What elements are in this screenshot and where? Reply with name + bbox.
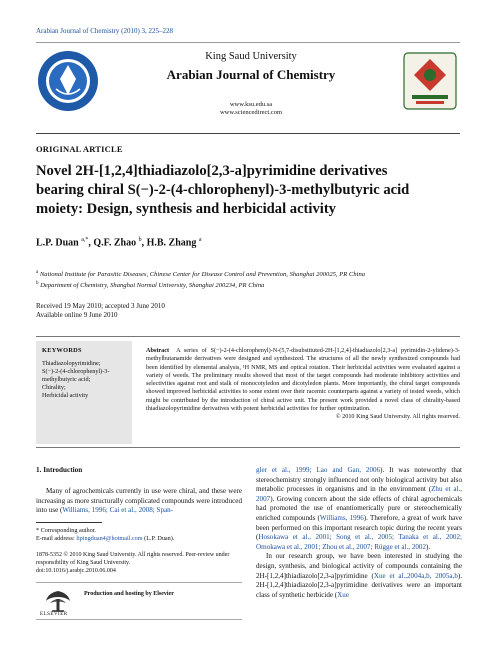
reference-link[interactable]: Xue et al.,2004a,b, 2005a,b [373, 571, 458, 580]
author-duan: L.P. Duan [36, 237, 79, 249]
reference-link[interactable]: Zhu et al., 2007 [256, 485, 462, 503]
title-line-3: moiety: Design, synthesis and herbicidal activity [36, 201, 336, 217]
keyword-item: Herbicidal activity [42, 392, 89, 399]
introduction-continued: gler et al., 1999; Lao and Gan, 2006). It was noteworthy that stereochemistry strongly influenced not only biological activity but also metabolic processes in organisms and in the environment (Zhu et al., 2007). Growing concern about the side effects of chiral agrochemicals had promoted the use of enantiomerically pure or stereochemically enriched compounds (Williams, 1996). Therefore, a great of work have been performed on this important research topic during the recent years (Hosokawa et al., 2001; Song et al., 2005; Tanaka et al., 2002; Omokawa et al., 2001; Zhou et al., 2007; Rügge et al., 2002). In our research group, we have been interested in studying the design, synthesis, and biological activity of compounds containing the 2H-[1,2,4]thiadiazolo[2,3-a]pyrimidine (Xue et al.,2004a,b, 2005a,b). 2H-[1,2,4]thiadiazolo[2,3-a]pyrimidine derivatives were an important class of synthetic herbicide (Xue [256, 466, 463, 599]
reference-link[interactable]: Williams, 1996; Cai et al., 2008; Span- [62, 506, 174, 515]
footnote-divider [36, 522, 102, 523]
email-line: E-mail address: lipingduan4@hotmail.com (L.P. Duan). [36, 535, 175, 542]
journal-citation[interactable]: Arabian Journal of Chemistry (2010) 3, 225–228 [36, 27, 174, 35]
journal-name: Arabian Journal of Chemistry [166, 67, 336, 82]
affiliation-b: $^b$ Department of Chemistry, Shanghai Normal University, Shanghai 200234, PR China [36, 281, 265, 290]
elsevier-tree-logo [40, 587, 76, 615]
reference-link[interactable]: Hosokawa et al., 2001; Song et al., 2005; Tanaka et al., 2002; Omokawa et al., 2001; Zhou et al., 2007; Rügge et al., 2002 [256, 533, 462, 551]
left-column [36, 466, 242, 516]
introduction-paragraph: Many of agrochemicals currently in use were chiral, and these were increasing as more structurally complicated compounds were introduced into use (Williams, 1996; Cai et al., 2008; Span- [36, 487, 242, 515]
reference-link[interactable]: Xue [337, 590, 349, 599]
article-title [36, 162, 466, 219]
abstract-copyright: © 2010 King Saud University. All rights reserved. [335, 413, 460, 421]
keywords-heading: KEYWORDS [42, 347, 82, 354]
ksu-url[interactable]: www.ksu.edu.sa [229, 101, 273, 108]
abstract-label: Abstract [146, 347, 170, 354]
keywords-box [36, 341, 132, 444]
production-note: Production and hosting by Elsevier [84, 591, 174, 597]
issn-block [36, 551, 242, 575]
corresponding-author-note: * Corresponding author. [36, 527, 96, 534]
university-name: King Saud University [205, 51, 297, 62]
introduction-heading: 1. Introduction [36, 466, 83, 474]
title-line-1: Novel 2H-[1,2,4]thiadiazolo[2,3-a]pyrimidine derivatives [36, 163, 388, 179]
issn-line: 1878-5352 © 2010 King Saud University. All rights reserved. Peer-review under responsibility of King Saud University. [36, 552, 230, 566]
reference-link[interactable]: Williams, 1996 [319, 513, 364, 522]
abstract-block [36, 336, 460, 448]
abstract-text: A series of S(−)-2-(4-chlorophenyl)-N-(5,7-disubstituted-2H-[1,2,4]-thiadiazolo[2,3-a] pyrimidin-2-ylidene)-3-methylbutanamide derivatives were designed and synthesized. The structures of all the newly synthesized compounds had been identified by elemental analysis, ¹H NMR, MS and optical rotation. Their herbicidal activities were evaluated against a variety of weeds. The preliminary results showed that most of the target compounds had moderate inhibitory activities and selectivities against root and stalk of monocotyledon and dicotyledon plants. More importantly, the chiral target compounds showed improved herbicidal activities to some extent over their racemic counterparts against a variety of tested weeds, which might be contributed by the introduction of chiral active unit. The present work provided a novel class of chirality-based thiadiazolopyrimidine derivatives with potent herbicidal activities for further optimization. [146, 347, 460, 413]
keyword-item: Thiadiazolopyrimidine; [42, 360, 101, 367]
abstract [146, 347, 460, 422]
author-zhao-affil[interactable]: b [138, 237, 142, 243]
elsevier-footer [36, 582, 242, 620]
affiliations [36, 268, 466, 290]
keyword-item: S(−)-2-(4-chlorophenyl)-3- [42, 368, 110, 375]
affiliation-a: $^a$ National Institute for Parasitic Diseases, Chinese Center for Disease Control and Prevention, Shanghai 200025, PR China [36, 270, 366, 279]
keyword-item: Chirality; [42, 384, 66, 391]
email-link[interactable]: lipingduan4@hotmail.com [76, 535, 143, 542]
author-zhao: Q.F. Zhao [93, 237, 137, 249]
author-duan-affil[interactable]: a,* [81, 237, 89, 243]
footnote [36, 527, 242, 543]
sciencedirect-url[interactable]: www.sciencedirect.com [219, 109, 283, 116]
doi-link[interactable]: doi:10.1016/j.arabjc.2010.06.004 [36, 568, 116, 574]
right-column [256, 466, 462, 600]
author-zhang-affil[interactable]: a [198, 237, 202, 243]
elsevier-wordmark: ELSEVIER [40, 612, 68, 617]
author-list: L.P. Duan $^{a,*}$, Q.F. Zhao $^b$, H.B. Zhang $^a$ [36, 237, 202, 249]
article-type: ORIGINAL ARTICLE [36, 144, 123, 154]
online-date: Available online 9 June 2010 [36, 311, 118, 319]
journal-masthead [36, 42, 460, 134]
keyword-item: methylbutyric acid; [42, 376, 91, 383]
author-zhang: H.B. Zhang [146, 237, 197, 249]
title-line-2: bearing chiral S(−)-2-(4-chlorophenyl)-3-methylbutyric acid [36, 182, 410, 198]
arabian-journal-chemistry-logo [402, 51, 458, 111]
king-saud-university-logo [36, 49, 100, 113]
article-dates [36, 302, 165, 320]
received-date: Received 19 May 2010; accepted 3 June 2010 [36, 302, 165, 310]
reference-link[interactable]: gler et al., 1999; Lao and Gan, 2006 [256, 466, 381, 474]
